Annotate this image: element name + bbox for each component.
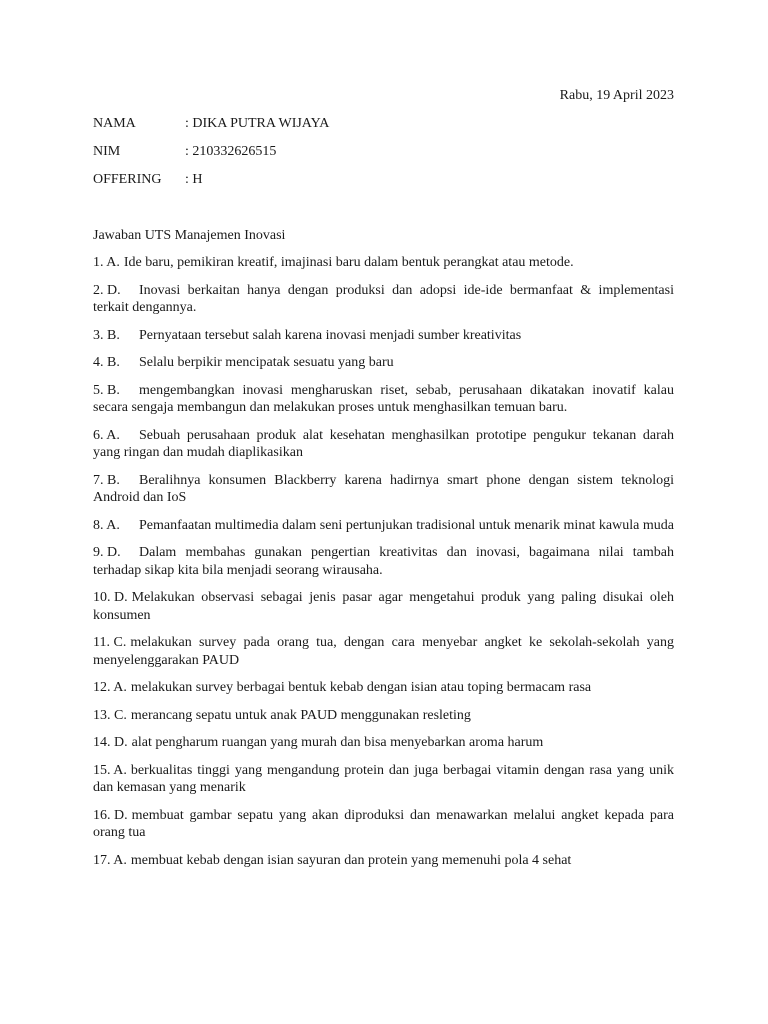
answer-number: 13. C. bbox=[93, 707, 127, 723]
name-row bbox=[93, 116, 329, 132]
nim-value: : 210332626515 bbox=[185, 144, 277, 159]
answer-item bbox=[93, 544, 674, 579]
answer-number: 9. D. bbox=[93, 545, 121, 560]
answer-item bbox=[93, 427, 674, 462]
answer-number: 10. D. bbox=[93, 590, 128, 605]
offering-value: : H bbox=[185, 172, 203, 187]
answer-item bbox=[93, 762, 674, 797]
answer-number: 7. B. bbox=[93, 472, 120, 488]
answer-text: Ide baru, pemikiran kreatif, imajinasi baru dalam bentuk perangkat atau metode. bbox=[123, 255, 574, 270]
answer-item bbox=[93, 707, 674, 725]
answer-item bbox=[93, 634, 674, 669]
answer-text: membuat gambar sepatu yang akan diproduksi dan menawarkan melalui angket kepada para orang tua bbox=[93, 807, 674, 840]
answer-number: 5. B. bbox=[93, 382, 120, 398]
answer-item bbox=[93, 327, 674, 345]
answer-text: Sebuah perusahaan produk alat kesehatan menghasilkan prototipe pengukur tekanan darah yang ringan dan mudah diaplikasikan bbox=[93, 427, 674, 460]
answer-item bbox=[93, 589, 674, 624]
answer-text: Pemanfaatan multimedia dalam seni pertunjukan tradisional untuk menarik minat kawula muda bbox=[139, 517, 674, 533]
answer-number: 17. A. bbox=[93, 852, 127, 868]
nim-row bbox=[93, 144, 276, 160]
offering-row bbox=[93, 172, 203, 188]
name-value: : DIKA PUTRA WIJAYA bbox=[185, 116, 330, 131]
offering-label: OFFERING bbox=[93, 172, 162, 187]
nim-label: NIM bbox=[93, 144, 121, 159]
date-line: Rabu, 19 April 2023 bbox=[559, 88, 674, 103]
answer-text: melakukan survey berbagai bentuk kebab dengan isian atau toping bermacam rasa bbox=[130, 680, 592, 695]
answer-item bbox=[93, 679, 674, 697]
answer-item bbox=[93, 807, 674, 842]
answer-number: 15. A. bbox=[93, 762, 127, 778]
answer-text: merancang sepatu untuk anak PAUD menggunakan resleting bbox=[130, 707, 471, 723]
answer-text: Beralihnya konsumen Blackberry karena hadirnya smart phone dengan sistem teknologi Android dan IoS bbox=[93, 472, 674, 505]
answer-list bbox=[93, 254, 674, 879]
answer-text: Selalu berpikir mencipatak sesuatu yang baru bbox=[139, 355, 394, 370]
answer-text: Dalam membahas gunakan pengertian kreativitas dan inovasi, bagaimana nilai tambah terhadap sikap kita bila menjadi seorang wirausaha. bbox=[93, 545, 674, 578]
answer-item bbox=[93, 354, 674, 372]
answer-number: 16. D. bbox=[93, 807, 128, 823]
answer-text: Melakukan observasi sebagai jenis pasar agar mengetahui produk yang paling disukai oleh konsumen bbox=[93, 590, 674, 623]
answer-text: melakukan survey pada orang tua, dengan cara menyebar angket ke sekolah-sekolah yang menyelenggarakan PAUD bbox=[93, 635, 674, 668]
answer-item bbox=[93, 734, 674, 752]
answer-number: 14. D. bbox=[93, 735, 128, 750]
answer-item bbox=[93, 517, 674, 535]
answer-number: 4. B. bbox=[93, 355, 120, 370]
answer-number: 6. A. bbox=[93, 427, 120, 443]
answer-text: Pernyataan tersebut salah karena inovasi menjadi sumber kreativitas bbox=[139, 327, 522, 343]
answer-number: 12. A. bbox=[93, 680, 127, 695]
answer-item bbox=[93, 382, 674, 417]
answer-text: mengembangkan inovasi mengharuskan riset, sebab, perusahaan dikatakan inovatif kalau secara sengaja membangun dan melakukan proses untuk menghasilkan temuan baru. bbox=[93, 382, 674, 415]
answer-number: 3. B. bbox=[93, 327, 120, 343]
answer-text: Inovasi berkaitan hanya dengan produksi dan adopsi ide-ide bermanfaat & implementasi terkait dengannya. bbox=[93, 282, 674, 315]
answer-item bbox=[93, 254, 674, 272]
answer-item bbox=[93, 472, 674, 507]
answer-number: 2. D. bbox=[93, 282, 121, 298]
answer-number: 1. A. bbox=[93, 255, 120, 270]
answer-number: 8. A. bbox=[93, 517, 120, 533]
answer-item bbox=[93, 852, 674, 870]
name-label: NAMA bbox=[93, 116, 136, 131]
answer-text: alat pengharum ruangan yang murah dan bisa menyebarkan aroma harum bbox=[131, 735, 544, 750]
answer-text: berkualitas tinggi yang mengandung protein dan juga berbagai vitamin dengan rasa yang unik dan kemasan yang menarik bbox=[93, 762, 674, 795]
answer-number: 11. C. bbox=[93, 635, 127, 650]
answer-text: membuat kebab dengan isian sayuran dan protein yang memenuhi pola 4 sehat bbox=[130, 852, 572, 868]
answer-item bbox=[93, 282, 674, 317]
document-title: Jawaban UTS Manajemen Inovasi bbox=[93, 228, 286, 243]
